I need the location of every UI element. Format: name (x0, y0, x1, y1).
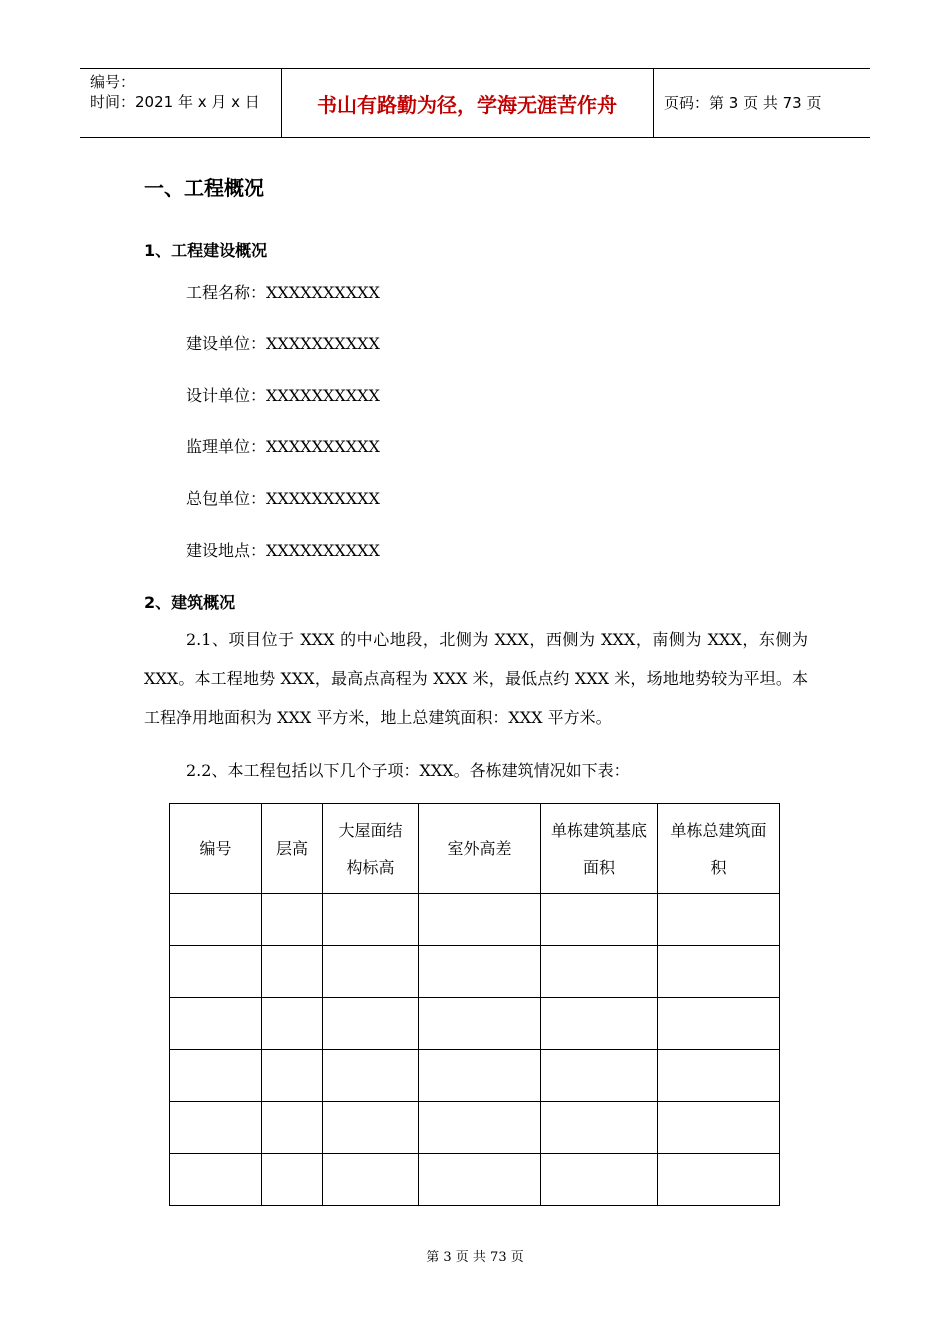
field-supervisor: 监理单位：XXXXXXXXXX (186, 437, 380, 456)
table-cell (541, 1050, 658, 1102)
table-cell (658, 1050, 780, 1102)
field-client: 建设单位：XXXXXXXXXX (186, 334, 380, 353)
page-footer: 第 3 页 共 73 页 (426, 1250, 524, 1265)
page-header (80, 68, 870, 138)
table-cell (170, 946, 262, 998)
table-cell (658, 1102, 780, 1154)
col-roof-elevation: 大屋面结构标高 (323, 804, 419, 894)
table-cell (658, 998, 780, 1050)
paragraph-subitems: 2.2、本工程包括以下几个子项：XXX。各栋建筑情况如下表： (186, 761, 630, 780)
table-cell (262, 1154, 323, 1206)
table-cell (419, 1154, 541, 1206)
table-cell (541, 998, 658, 1050)
table-cell (323, 1050, 419, 1102)
table-cell (541, 946, 658, 998)
field-project-name: 工程名称：XXXXXXXXXX (186, 283, 380, 302)
table-cell (419, 894, 541, 946)
table-row (170, 1154, 780, 1206)
table-cell (323, 946, 419, 998)
col-total-area: 单栋总建筑面积 (658, 804, 780, 894)
table-cell (658, 894, 780, 946)
table-cell (658, 1154, 780, 1206)
table-cell (419, 946, 541, 998)
table-cell (170, 1050, 262, 1102)
table-cell (262, 998, 323, 1050)
table-cell (658, 946, 780, 998)
paragraph-site: 2.1、项目位于 XXX 的中心地段，北侧为 XXX，西侧为 XXX，南侧为 XXX，东侧为 XXX。本工程地势 XXX，最高点高程为 XXX 米，最低点约 XXX 米，场地地势较为平坦。本工程净用地面积为 XXX 平方米，地上总建筑面积：XXX 平方米。 (144, 630, 808, 727)
header-motto: 书山有路勤为径，学海无涯苦作舟 (317, 92, 617, 117)
table-cell (419, 998, 541, 1050)
col-outdoor-diff: 室外高差 (419, 804, 541, 894)
field-designer: 设计单位：XXXXXXXXXX (186, 386, 380, 405)
table-cell (323, 894, 419, 946)
table-row (170, 1102, 780, 1154)
col-base-area: 单栋建筑基底面积 (541, 804, 658, 894)
table-cell (262, 946, 323, 998)
table-cell (170, 894, 262, 946)
table-cell (541, 894, 658, 946)
table-header-row (170, 804, 780, 894)
table-cell (419, 1050, 541, 1102)
table-cell (323, 998, 419, 1050)
table-cell (262, 1102, 323, 1154)
time-label: 时间：2021 年 x 月 x 日 (90, 93, 260, 111)
table-cell (170, 1154, 262, 1206)
table-cell (541, 1102, 658, 1154)
table-cell (323, 1154, 419, 1206)
subsection-title-building: 2、建筑概况 (144, 593, 236, 612)
subsection-title-project: 1、工程建设概况 (144, 241, 268, 260)
number-label: 编号： (90, 73, 136, 91)
col-floor-height: 层高 (262, 804, 323, 894)
header-page-info: 页码：第 3 页 共 73 页 (664, 94, 822, 112)
table-row (170, 998, 780, 1050)
table-cell (262, 1050, 323, 1102)
table-cell (323, 1102, 419, 1154)
table-cell (262, 894, 323, 946)
table-cell (170, 998, 262, 1050)
field-location: 建设地点：XXXXXXXXXX (186, 541, 380, 560)
building-table (169, 803, 780, 1206)
table-cell (541, 1154, 658, 1206)
table-cell (419, 1102, 541, 1154)
section-title: 一、工程概况 (144, 176, 264, 200)
header-meta (90, 72, 260, 112)
table-cell (170, 1102, 262, 1154)
table-row (170, 946, 780, 998)
table-row (170, 1050, 780, 1102)
table-row (170, 894, 780, 946)
field-contractor: 总包单位：XXXXXXXXXX (186, 489, 380, 508)
col-number: 编号 (170, 804, 262, 894)
header-divider (653, 69, 654, 137)
